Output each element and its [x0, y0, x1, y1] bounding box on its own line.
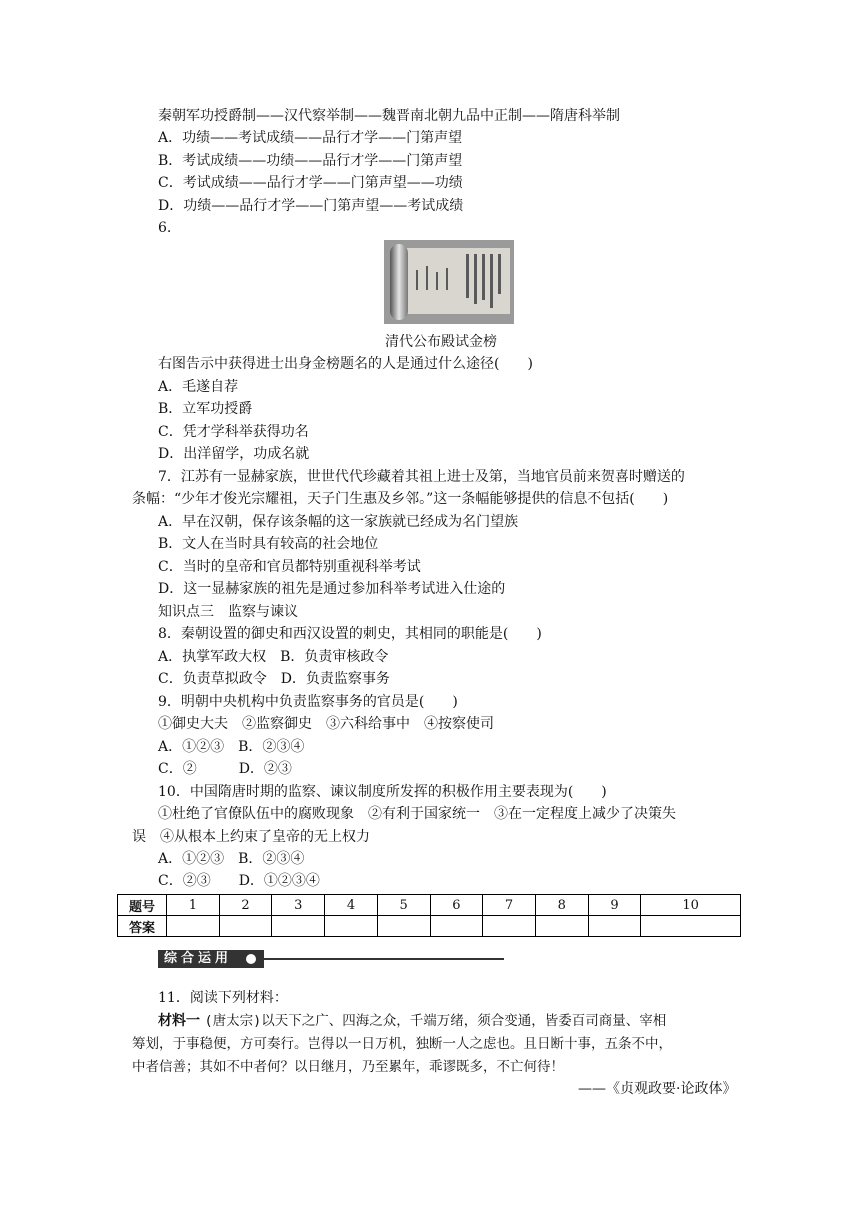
- answer-cell[interactable]: [377, 916, 430, 937]
- answer-header: 答案: [118, 916, 167, 937]
- q10-items-line2: 误 ④从根本上约束了皇帝的无上权力: [132, 829, 370, 845]
- answer-cell[interactable]: [430, 916, 483, 937]
- q7-stem-line1: 7．江苏有一显赫家族，世世代代珍藏着其祖上进士及第，当地官员前来贺喜时赠送的: [158, 469, 685, 485]
- material-1-line2: 筹划，于事稳便，方可奏行。岂得以一日万机，独断一人之虑也。且日断十事，五条不中，: [132, 1036, 672, 1052]
- q6-option-b: B．立军功授爵: [158, 401, 253, 417]
- jinbang-scroll-image: [384, 240, 514, 324]
- q6-option-c: C．凭才学科举获得功名: [158, 424, 309, 440]
- material-1-line1: [158, 1011, 666, 1031]
- answer-table: [117, 894, 741, 937]
- q10-options-ab: A．①②③ B．②③④: [158, 851, 305, 867]
- question-number-cell: 5: [377, 895, 430, 916]
- q10-items-line1: ①杜绝了官僚队伍中的腐败现象 ②有利于国家统一 ③在一定程度上减少了决策失: [158, 806, 676, 822]
- q11-stem: 11．阅读下列材料：: [158, 990, 288, 1006]
- question-number-cell: 6: [430, 895, 483, 916]
- material-text: (唐太宗)以天下之广、四海之众，千端万绪，须合变通，皆委百司商量、宰相: [204, 1013, 667, 1029]
- q6-option-d: D．出洋留学，功成名就: [158, 446, 310, 462]
- question-number-header: 题号: [118, 895, 167, 916]
- q6-stem: 右图告示中获得进士出身金榜题名的人是通过什么途径( ): [158, 356, 533, 372]
- answer-cell[interactable]: [588, 916, 641, 937]
- question-number-row: [118, 895, 741, 916]
- q5-option-a: A．功绩——考试成绩——品行才学——门第声望: [158, 130, 463, 146]
- q9-stem: 9．明朝中央机构中负责监察事务的官员是( ): [158, 694, 458, 710]
- section-heading: 知识点三 监察与谏议: [158, 604, 298, 620]
- q5-stem: 秦朝军功授爵制——汉代察举制——魏晋南北朝九品中正制——隋唐科举制: [158, 108, 620, 124]
- q8-stem: 8．秦朝设置的御史和西汉设置的刺史，其相同的职能是( ): [158, 626, 542, 642]
- q10-options-cd: C．②③ D．①②③④: [158, 873, 320, 889]
- q8-options-ab: A．执掌军政大权 B．负责审核政令: [158, 649, 389, 665]
- question-number-cell: 2: [219, 895, 272, 916]
- q10-stem: 10．中国隋唐时期的监察、谏议制度所发挥的积极作用主要表现为( ): [158, 784, 607, 800]
- q7-option-d: D．这一显赫家族的祖先是通过参加科举考试进入仕途的: [158, 581, 506, 597]
- q7-option-c: C．当时的皇帝和官员都特别重视科举考试: [158, 559, 421, 575]
- question-number-cell: 8: [535, 895, 588, 916]
- q9-items: ①御史大夫 ②监察御史 ③六科给事中 ④按察使司: [158, 716, 494, 732]
- q7-option-a: A．早在汉朝，保存该条幅的这一家族就已经成为名门望族: [158, 514, 519, 530]
- q5-option-d: D．功绩——品行才学——门第声望——考试成绩: [158, 198, 464, 214]
- material-source: ——《贞观政要·论政体》: [578, 1081, 737, 1097]
- question-number-cell: 7: [483, 895, 536, 916]
- material-1-line3: 中者信善；其如不中者何？以日继月，乃至累年，乖谬既多，不亡何待！: [132, 1059, 564, 1075]
- material-label: 材料一: [158, 1013, 200, 1029]
- answer-row: [118, 916, 741, 937]
- q7-option-b: B．文人在当时具有较高的社会地位: [158, 536, 379, 552]
- bullet-dot-icon: [246, 954, 256, 964]
- q9-options-cd: C．② D．②③: [158, 761, 292, 777]
- answer-cell[interactable]: [535, 916, 588, 937]
- question-number-cell: 1: [167, 895, 220, 916]
- question-number-cell: 3: [272, 895, 325, 916]
- section-banner: [158, 950, 504, 968]
- scroll-sheet: [404, 248, 510, 314]
- banner-rule: [264, 958, 504, 960]
- answer-cell[interactable]: [483, 916, 536, 937]
- answer-cell[interactable]: [641, 916, 741, 937]
- question-number-cell: 4: [325, 895, 378, 916]
- banner-label: 综合运用: [158, 950, 264, 968]
- answer-cell[interactable]: [219, 916, 272, 937]
- answer-cell[interactable]: [325, 916, 378, 937]
- q5-option-c: C．考试成绩——品行才学——门第声望——功绩: [158, 175, 463, 191]
- q8-options-cd: C．负责草拟政令 D．负责监察事务: [158, 671, 390, 687]
- answer-cell[interactable]: [167, 916, 220, 937]
- answer-cell[interactable]: [272, 916, 325, 937]
- question-number-cell: 10: [641, 895, 741, 916]
- q6-option-a: A．毛遂自荐: [158, 379, 239, 395]
- q7-stem-line2: 条幅：“少年才俊光宗耀祖，天子门生惠及乡邻。”这一条幅能够提供的信息不包括( ): [132, 491, 669, 507]
- figure-caption: 清代公布殿试金榜: [385, 334, 497, 350]
- q6-number: 6.: [158, 220, 172, 236]
- scroll-roll: [390, 244, 408, 320]
- question-number-cell: 9: [588, 895, 641, 916]
- q9-options-ab: A．①②③ B．②③④: [158, 739, 305, 755]
- q5-option-b: B．考试成绩——功绩——品行才学——门第声望: [158, 153, 463, 169]
